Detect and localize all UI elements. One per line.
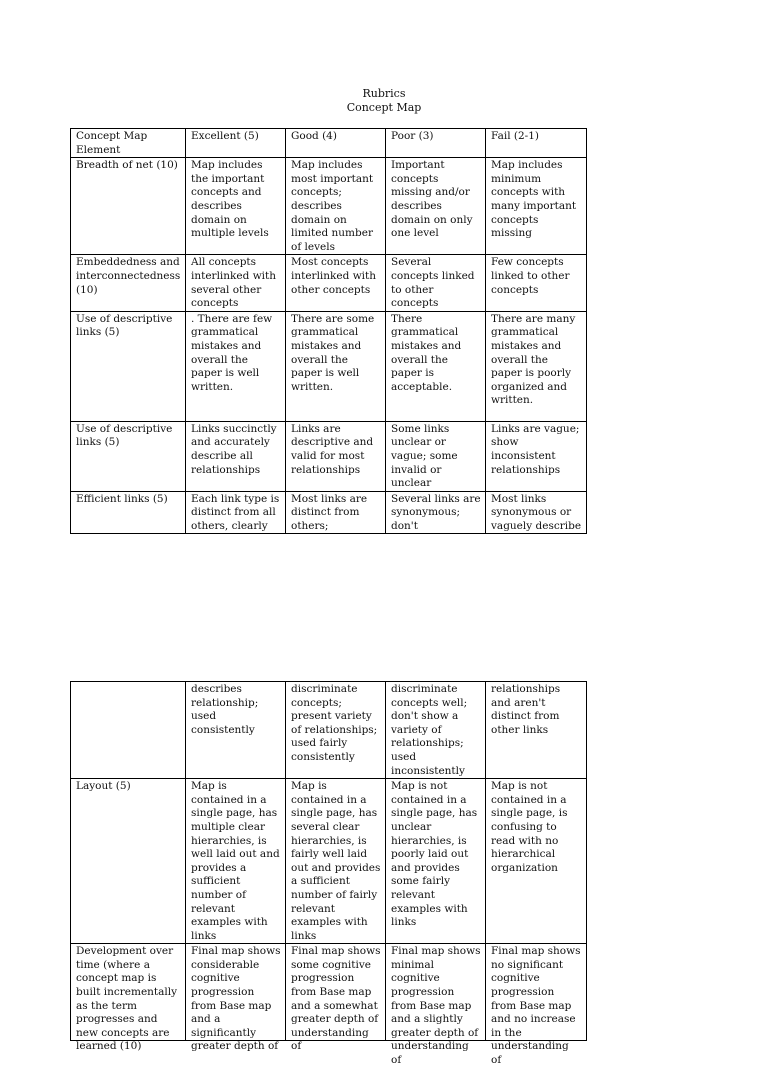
excellent-text: Final map shows considerable cognitive progression from Base map and a significantly greater depth of <box>191 945 281 1053</box>
criterion-cell: Breadth of net (10) <box>71 158 186 255</box>
poor-cell: Map is not contained in a single page, has unclear hierarchies, is poorly laid out and provides some fairly relevant examples with links <box>386 779 486 944</box>
table-row <box>71 491 587 533</box>
excellent-cell <box>186 491 286 533</box>
fail-cell: Links are vague; show inconsistent relationships <box>486 421 587 491</box>
table-row <box>71 311 587 421</box>
criterion-cell: Use of descriptive links (5) <box>71 311 186 421</box>
criterion-cell: Use of descriptive links (5) <box>71 421 186 491</box>
fail-cell: Few concepts linked to other concepts <box>486 255 587 311</box>
poor-cell <box>386 944 486 1067</box>
criterion-text: Efficient links (5) <box>76 492 168 505</box>
fail-cell: There are many grammatical mistakes and overall the paper is poorly organized and written. <box>486 311 587 421</box>
rubric-table-page-2 <box>70 681 587 1067</box>
header-cell-good: Good (4) <box>286 129 386 158</box>
document-subtitle: Concept Map <box>346 101 422 114</box>
criterion-cell: Embeddedness and interconnectedness (10) <box>71 255 186 311</box>
header-cell-fail: Fail (2-1) <box>486 129 587 158</box>
good-cell: Most concepts interlinked with other concepts <box>286 255 386 311</box>
criterion-cell: Layout (5) <box>71 779 186 944</box>
poor-text: Several links are synonymous; don't <box>391 492 481 532</box>
good-text: Most links are distinct from others; <box>291 492 368 532</box>
excellent-cell: Links succinctly and accurately describe all relationships <box>186 421 286 491</box>
fail-cell: Map includes minimum concepts with many important concepts missing <box>486 158 587 255</box>
table-row <box>71 421 587 491</box>
excellent-cell: All concepts interlinked with several other concepts <box>186 255 286 311</box>
table-row <box>71 158 587 255</box>
excellent-cell: describes relationship; used consistently <box>186 682 286 779</box>
good-cell: There are some grammatical mistakes and overall the paper is well written. <box>286 311 386 421</box>
document-title: Rubrics <box>362 87 406 100</box>
table-header-row <box>71 129 587 158</box>
table-row <box>71 255 587 311</box>
good-cell <box>286 491 386 533</box>
good-cell: Links are descriptive and valid for most relationships <box>286 421 386 491</box>
poor-text: Final map shows minimal cognitive progression from Base map and a slightly greater depth of understanding of <box>391 945 481 1067</box>
header-cell-excellent: Excellent (5) <box>186 129 286 158</box>
fail-cell: relationships and aren't distinct from other links <box>486 682 587 779</box>
poor-cell: discriminate concepts well; don't show a variety of relationships; used inconsistently <box>386 682 486 779</box>
poor-cell: There grammatical mistakes and overall the paper is acceptable. <box>386 311 486 421</box>
poor-cell: Important concepts missing and/or describes domain on only one level <box>386 158 486 255</box>
table-row <box>71 682 587 779</box>
excellent-cell: Map includes the important concepts and describes domain on multiple levels <box>186 158 286 255</box>
header-cell-element: Concept Map Element <box>71 129 186 158</box>
header-cell-poor: Poor (3) <box>386 129 486 158</box>
criterion-cell <box>71 491 186 533</box>
good-cell <box>286 944 386 1053</box>
good-cell: Map includes most important concepts; describes domain on limited number of levels <box>286 158 386 255</box>
rubric-table-page-1 <box>70 128 587 534</box>
excellent-cell: Map is contained in a single page, has multiple clear hierarchies, is well laid out and provides a sufficient number of relevant examples with links <box>186 779 286 944</box>
table-row <box>71 779 587 944</box>
excellent-text: Each link type is distinct from all others, clearly <box>191 492 280 532</box>
document-title-block <box>0 87 768 115</box>
good-cell: discriminate concepts; present variety of relationships; used fairly consistently <box>286 682 386 779</box>
poor-cell <box>386 491 486 533</box>
poor-cell: Several concepts linked to other concepts <box>386 255 486 311</box>
good-cell: Map is contained in a single page, has several clear hierarchies, is fairly well laid out and provides a sufficient number of fairly relevant examples with links <box>286 779 386 944</box>
excellent-cell <box>186 944 286 1053</box>
criterion-text: Development over time (where a concept map is built incrementally as the term progresses and new concepts are learned (10) <box>76 945 178 1053</box>
fail-text: Most links synonymous or vaguely describe <box>491 492 582 532</box>
good-text: Final map shows some cognitive progression from Base map and a somewhat greater depth of understanding of <box>291 945 381 1053</box>
fail-cell <box>486 491 587 533</box>
poor-cell: Some links unclear or vague; some invalid or unclear <box>386 421 486 491</box>
table-row <box>71 944 587 1041</box>
criterion-cell <box>71 944 186 1053</box>
fail-cell: Map is not contained in a single page, is confusing to read with no hierarchical organization <box>486 779 587 944</box>
fail-text: Final map shows no significant cognitive progression from Base map and no increase in the understanding of <box>491 945 581 1067</box>
fail-cell <box>486 944 587 1067</box>
excellent-cell: . There are few grammatical mistakes and overall the paper is well written. <box>186 311 286 421</box>
criterion-cell <box>71 682 186 779</box>
